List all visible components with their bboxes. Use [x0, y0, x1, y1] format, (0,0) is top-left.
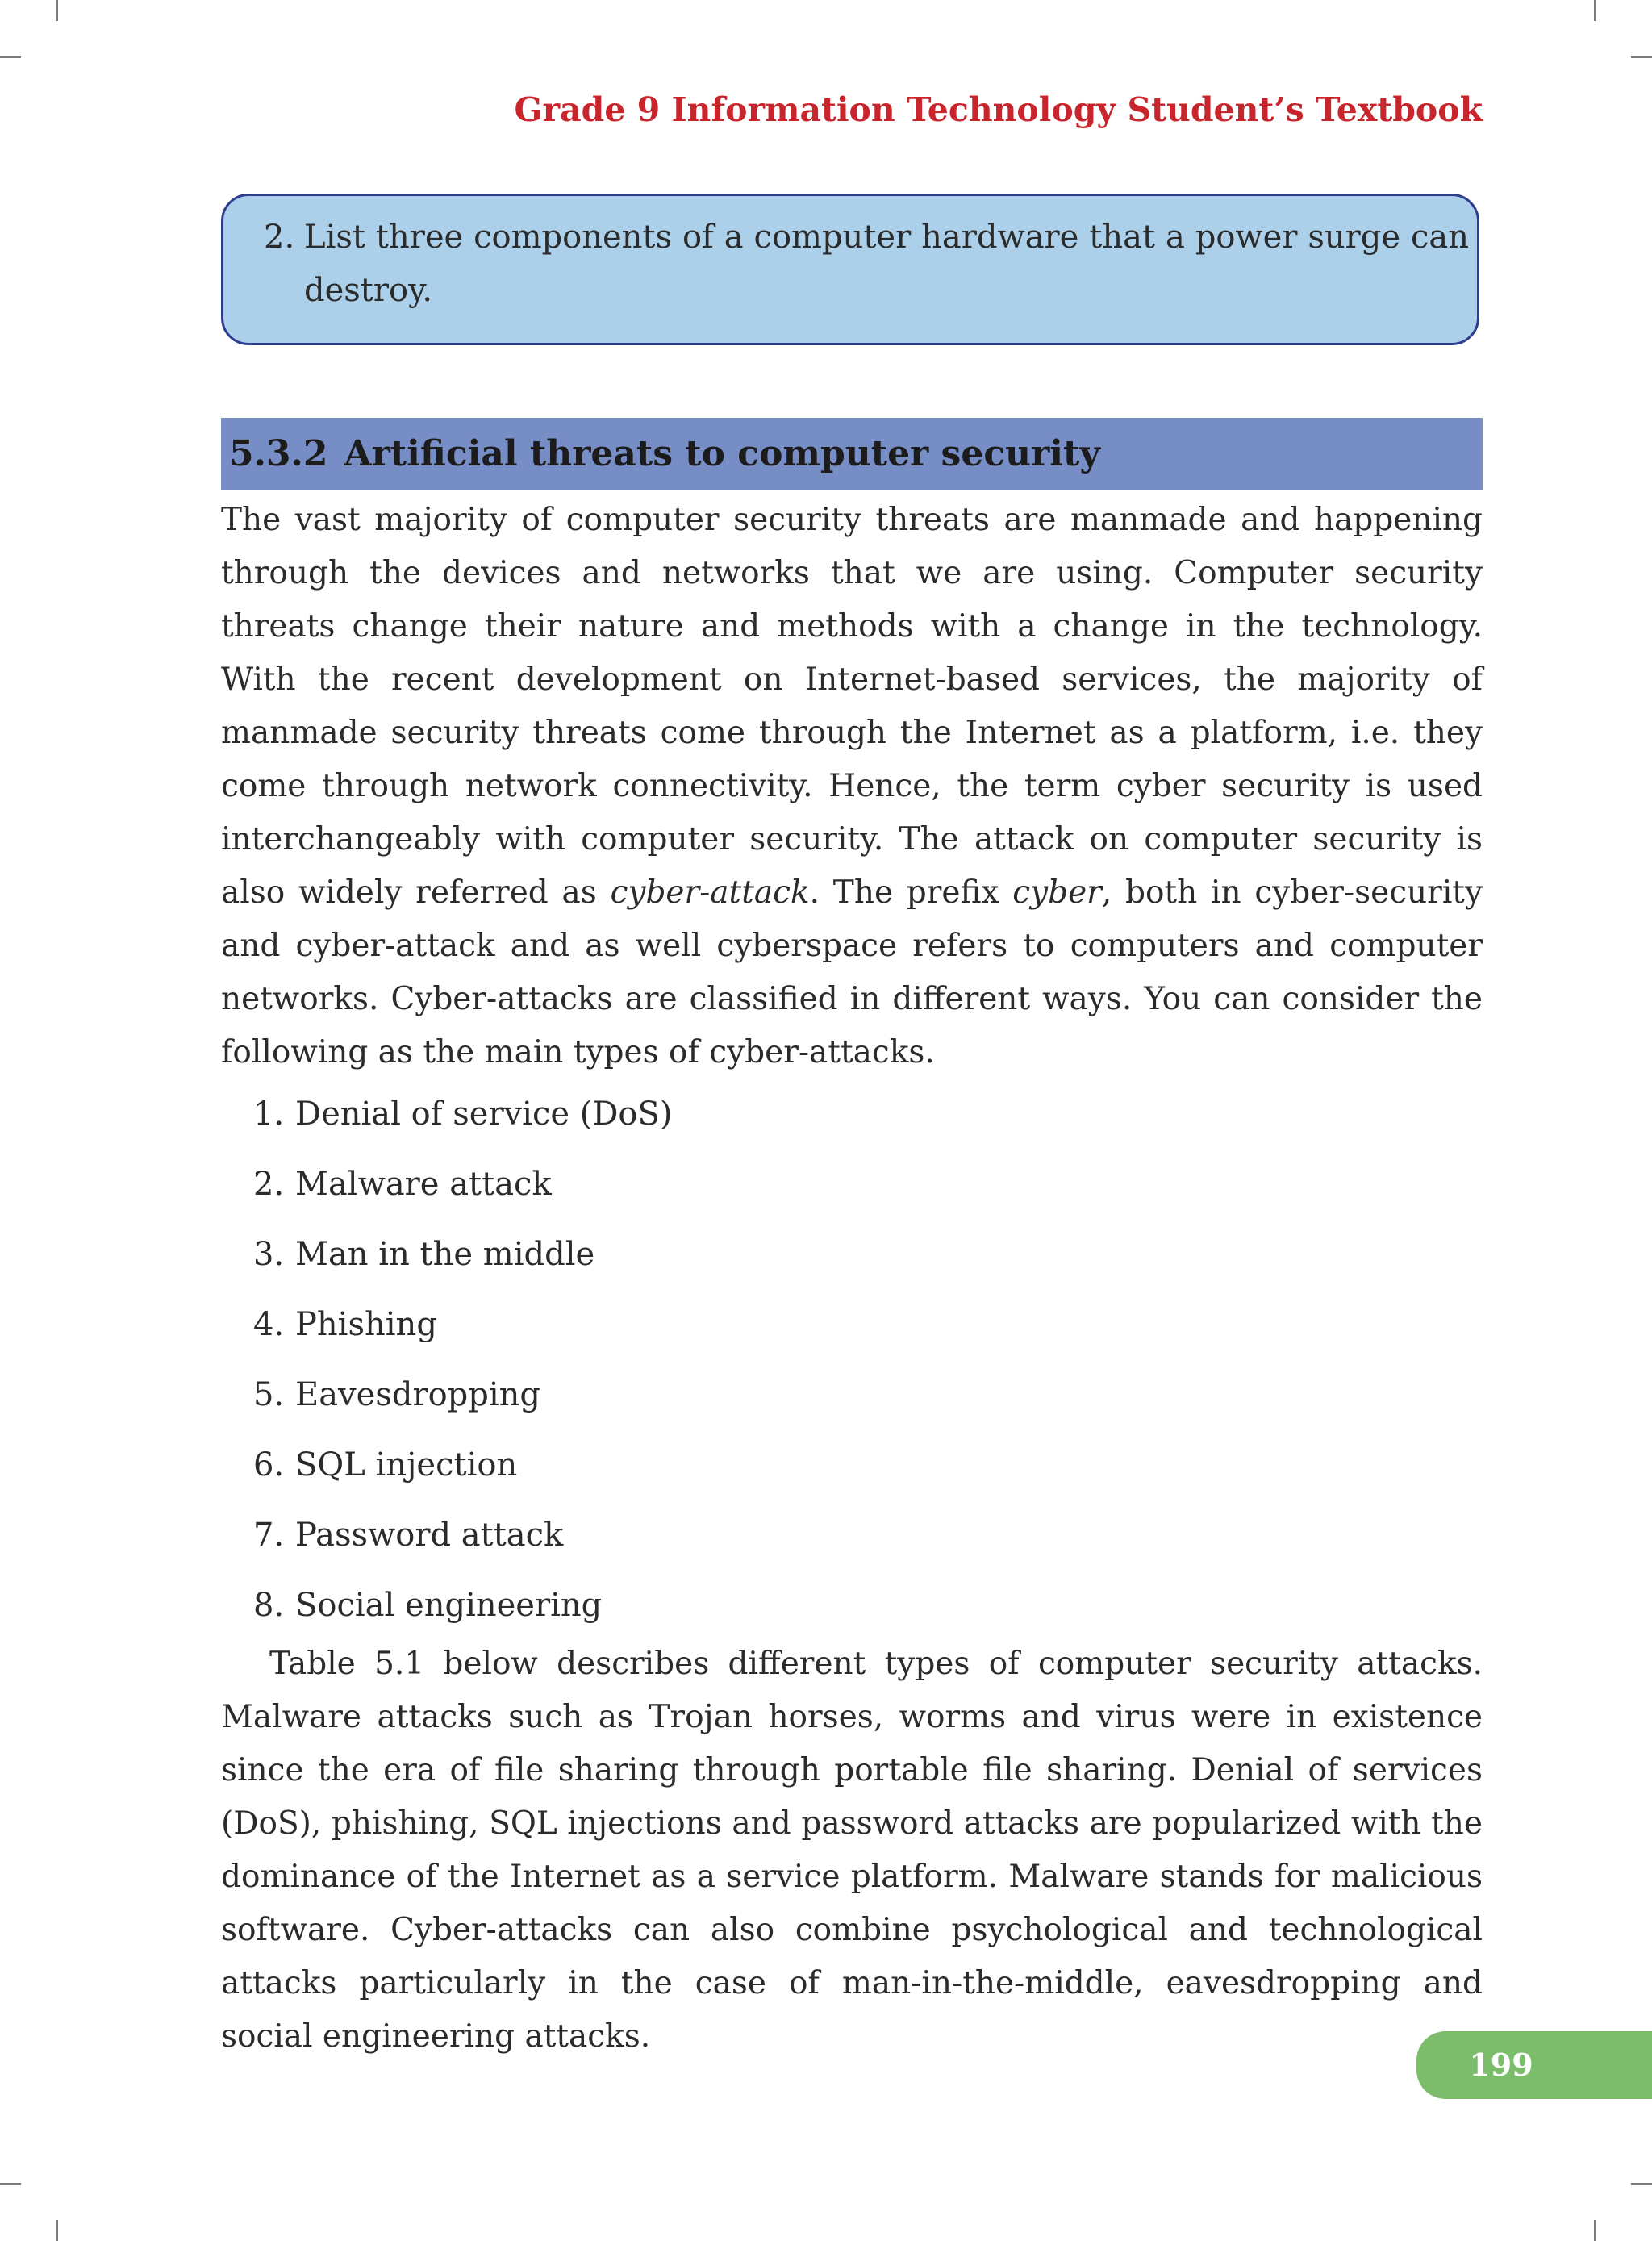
activity-box — [221, 194, 1479, 345]
crop-mark — [56, 0, 58, 21]
list-item — [253, 1228, 673, 1298]
list-item-number: 1. — [253, 1095, 285, 1133]
list-item-label: Man in the middle — [295, 1236, 595, 1273]
section-title: Artificial threats to computer security — [344, 433, 1100, 474]
attack-types-list — [253, 1087, 673, 1649]
list-item — [253, 1158, 673, 1228]
list-item-number: 4. — [253, 1306, 285, 1343]
crop-mark — [56, 2220, 58, 2241]
section-heading — [221, 418, 1483, 490]
crop-mark — [1631, 2183, 1652, 2185]
list-item-label: Password attack — [295, 1517, 564, 1554]
list-item-label: Denial of service (DoS) — [295, 1095, 673, 1133]
section-number: 5.3.2 — [229, 433, 328, 474]
crop-mark — [0, 56, 21, 58]
paragraph-text: The vast majority of computer security threats are manmade and happening through the devices and networks that we are using. Computer security threats change their nature and methods with a change in the technology. With the recent development on Internet-based services, the majority of manmade security threats come through the Internet as a platform, i.e. they come through network connectivity. Hence, the term cyber security is used interchangeably with computer security. The attack on computer security is also widely referred as — [221, 502, 1483, 911]
activity-question-number: 2. — [264, 219, 295, 256]
list-item — [253, 1368, 673, 1438]
activity-question — [264, 211, 1469, 317]
list-item-number: 3. — [253, 1236, 285, 1273]
intro-paragraph — [221, 494, 1483, 1079]
running-header: Grade 9 Information Technology Student’s Textbook — [514, 90, 1483, 129]
list-item — [253, 1087, 673, 1158]
list-item-number: 5. — [253, 1376, 285, 1413]
crop-mark — [0, 2183, 21, 2185]
list-item-number: 7. — [253, 1517, 285, 1554]
list-item-label: Eavesdropping — [295, 1376, 541, 1413]
crop-mark — [1594, 0, 1596, 21]
list-item-number: 8. — [253, 1587, 285, 1624]
activity-question-text: List three components of a computer hardware that a power surge can destroy. — [304, 219, 1469, 309]
list-item-number: 2. — [253, 1166, 285, 1203]
crop-mark — [1594, 2220, 1596, 2241]
list-item — [253, 1438, 673, 1509]
list-item-label: Phishing — [295, 1306, 437, 1343]
list-item — [253, 1298, 673, 1368]
list-item-number: 6. — [253, 1446, 285, 1484]
list-item-label: Malware attack — [295, 1166, 552, 1203]
page-number: 199 — [1469, 2047, 1533, 2083]
page-number-tab — [1416, 2031, 1652, 2099]
paragraph-text: . The prefix — [809, 874, 1013, 911]
italic-term: cyber-attack — [610, 874, 810, 911]
italic-term: cyber — [1012, 874, 1102, 911]
list-item-label: SQL injection — [295, 1446, 518, 1484]
table-intro-paragraph: Table 5.1 below describes different types of computer security attacks. Malware attacks such as Trojan horses, worms and virus were in existence since the era of file sharing through portable file sharing. Denial of services (DoS), phishing, SQL injections and password attacks are popularized with the dominance of the Internet as a service platform. Malware stands for malicious software. Cyber-attacks can also combine psychological and technological attacks particularly in the case of man-in-the-middle, eavesdropping and social engineering attacks. — [221, 1646, 1483, 2055]
paragraph-text: , both in cyber-security and cyber-attack and as well cyberspace refers to computers and computer networks. Cyber-attacks are classified in different ways. You can consider the following as the main types of cyber-attacks. — [221, 874, 1483, 1070]
list-item — [253, 1509, 673, 1579]
list-item-label: Social engineering — [295, 1587, 603, 1624]
crop-mark — [1631, 56, 1652, 58]
